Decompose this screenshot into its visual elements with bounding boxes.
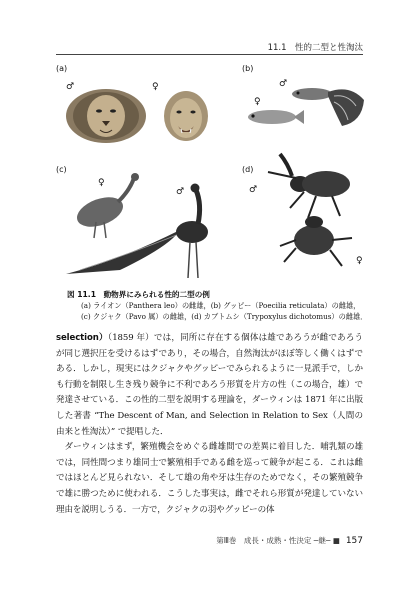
beetle-pair-illustration (260, 150, 366, 274)
female-symbol-c: ♀ (98, 178, 105, 188)
figure-caption (67, 289, 377, 322)
paragraph-1-lead: selection） (56, 333, 108, 343)
female-symbol-b: ♀ (254, 97, 261, 107)
male-symbol-d: ♂ (249, 185, 258, 195)
running-header: 11.1 性的二型と性淘汰 (267, 43, 363, 53)
footer-section: 第Ⅲ巻 成長・成熟・性決定 ─継─ ■ (216, 536, 340, 545)
body-text (56, 331, 363, 518)
peacock-pair-illustration (60, 170, 220, 282)
caption-line-2: (c) クジャク（Pavo 属）の雌雄，(d) カブトムシ（Trypoxylus dichotomus）の雌雄． (81, 312, 368, 321)
page-number: 157 (345, 536, 363, 546)
male-symbol-c: ♂ (176, 187, 185, 197)
caption-title: 図 11.1 動物界にみられる性的二型の例 (67, 290, 210, 299)
male-symbol-a: ♂ (66, 82, 75, 92)
page-footer (216, 535, 363, 546)
panel-label-c: (c) (56, 165, 67, 174)
female-lion-illustration (160, 86, 212, 144)
paragraph-1-text: （1859 年）では，同所に存在する個体は雄であろうが雌であろうが同じ選択圧を受けるはずであり，その場合，自然淘汰がほぼ等しく働くはずである．しかし，現実にはクジャクやグッピーでみられるように一見派手で，しかも行動を制限し生き残り競争に不利であろう形質を片方の性（この場合，雄）で発達させている．この性的二型を説明する理論を，ダーウィンは 1871 年に出版した著書 “The Descent of Man, and Selection in Relation to Sex（人間の由来と性淘汰）” で提唱した． (56, 333, 363, 437)
panel-label-b: (b) (242, 64, 254, 73)
caption-line-1: (a) ライオン（Panthera leo）の雌雄，(b) グッピー（Poecilia reticulata）の雌雄， (81, 301, 361, 310)
paragraph-2: ダーウィンはまず，繁殖機会をめぐる雌雄間での差異に着目した．哺乳類の雄では，同性間つまり雄同士で繁殖相手である雌を巡って競争が起こる．これは雌ではほとんど見られない．そして雄の角や牙は生存のためでなく，その繁殖競争で雄に勝つために使われる．こうした事実は，雌でそれら形質が発達していない理由を説明しうる．一方で，クジャクの羽やグッピーの体 (56, 442, 363, 515)
female-symbol-d: ♀ (356, 256, 363, 266)
paragraph-1 (56, 331, 363, 440)
male-lion-illustration (62, 86, 150, 144)
panel-label-d: (d) (242, 165, 254, 174)
female-guppy-illustration (246, 106, 304, 128)
female-symbol-a: ♀ (152, 82, 159, 92)
panel-label-a: (a) (56, 64, 68, 73)
male-symbol-b: ♂ (279, 79, 288, 89)
header-rule (56, 54, 363, 55)
